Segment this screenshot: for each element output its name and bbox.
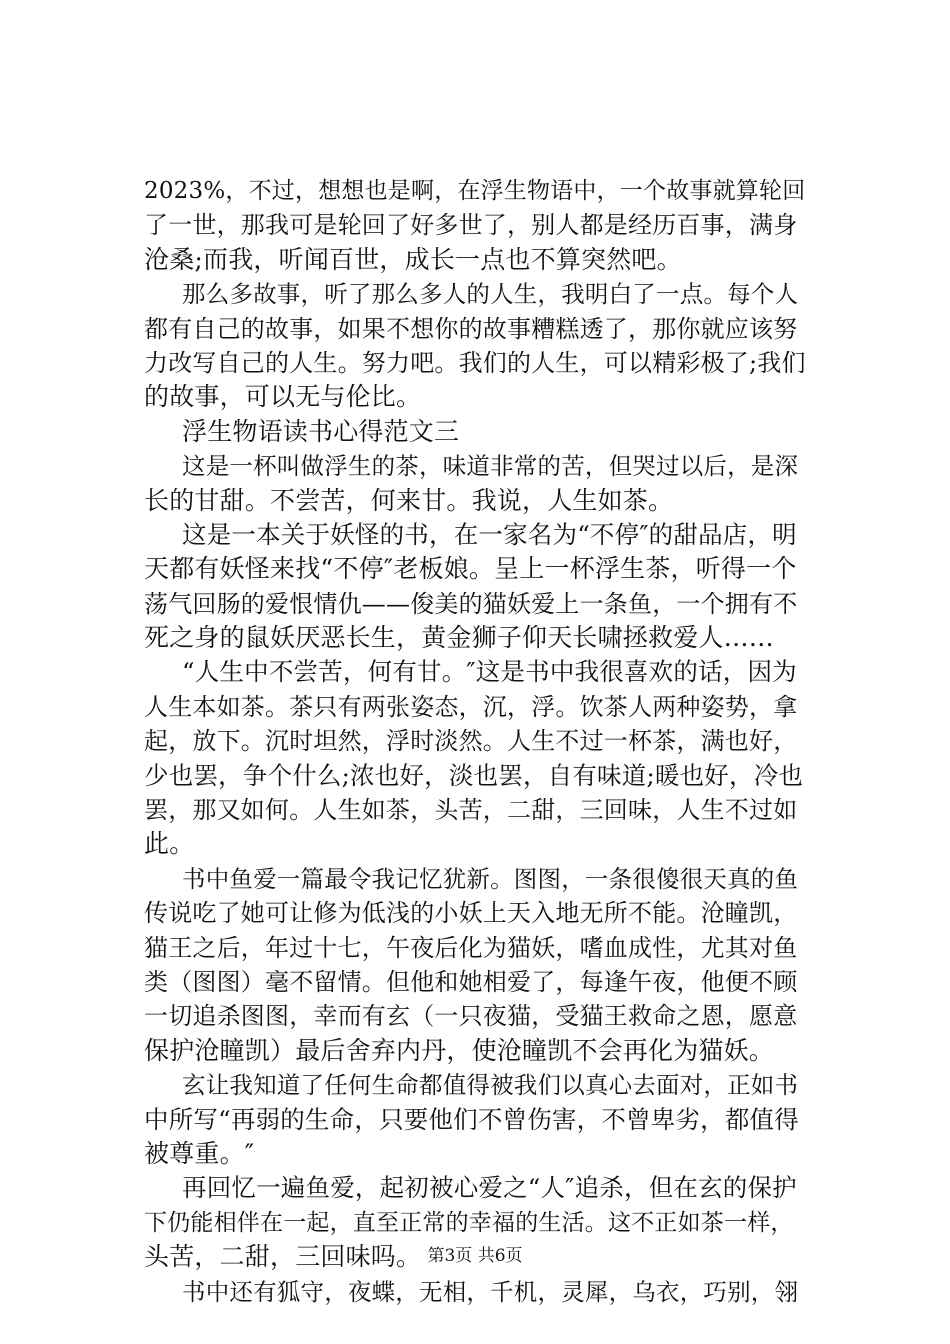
text-line: 长的甘甜。不尝苦，何来甘。我说，人生如茶。: [144, 485, 674, 515]
text-line: 力改写自己的人生。努力吧。我们的人生，可以精彩极了;我们: [144, 348, 806, 377]
text-line: 这是一本关于妖怪的书，在一家名为“不停″的甜品店，明: [182, 519, 797, 549]
text-line: 起，放下。沉时坦然，浮时淡然。人生不过一杯茶，满也好，: [144, 727, 798, 756]
text-line: 类（图图）毫不留情。但他和她相爱了，每逢午夜，他便不顾: [144, 967, 798, 996]
text-line: 玄让我知道了任何生命都值得被我们以真心去面对，正如书: [182, 1071, 799, 1100]
page-footer: [0, 1245, 950, 1267]
page-number-text: 第3页 共6页: [427, 1246, 523, 1266]
text-line: 此。: [144, 829, 195, 859]
text-line: 沧桑;而我，听闻百世，成长一点也不算突然吧。: [144, 244, 682, 274]
text-line: 一切追杀图图，幸而有玄（一只夜猫，受猫王救命之恩，愿意: [144, 1002, 798, 1031]
text-line: 人生本如茶。茶只有两张姿态，沉，浮。饮茶人两种姿势，拿: [144, 692, 798, 721]
text-line: 死之身的鼠妖厌恶长生，黄金狮子仰天长啸拯救爱人……: [144, 623, 775, 653]
text-line: 头苦，二甜，三回味吗。: [144, 1242, 422, 1272]
text-line: 书中鱼爱一篇最令我记忆犹新。图图，一条很傻很天真的鱼: [182, 864, 799, 893]
text-line: 书中还有狐守，夜蝶，无相，千机，灵犀，乌衣，巧别，翎: [182, 1277, 799, 1306]
document-body: [144, 174, 806, 1309]
text-line: 了一世，那我可是轮回了好多世了，别人都是经历百事，满身: [144, 211, 798, 240]
text-line: 猫王之后，年过十七，午夜后化为猫妖，嗜血成性，尤其对鱼: [144, 933, 798, 962]
text-line: 再回忆一遍鱼爱，起初被心爱之“人″追杀，但在玄的保护: [182, 1173, 797, 1203]
text-line: 这是一杯叫做浮生的茶，味道非常的苦，但哭过以后，是深: [182, 452, 799, 481]
text-line: 2023%，不过，想想也是啊，在浮生物语中，一个故事就算轮回: [144, 178, 806, 204]
text-line: 中所写“再弱的生命，只要他们不曾伤害，不曾卑劣，都值得: [144, 1104, 799, 1134]
text-line: 都有自己的故事，如果不想你的故事糟糕透了，那你就应该努: [144, 314, 798, 343]
text-line: 浮生物语读书心得范文三: [182, 416, 460, 446]
text-line: 荡气回肠的爱恨情仇——俊美的猫妖爱上一条鱼，一个拥有不: [144, 589, 798, 618]
text-line: 被尊重。″: [144, 1138, 255, 1168]
text-line: 天都有妖怪来找“不停″老板娘。呈上一杯浮生茶，听得一个: [144, 554, 797, 584]
text-line: 的故事，可以无与伦比。: [144, 382, 422, 412]
text-line: 下仍能相伴在一起，直至正常的幸福的生活。这不正如茶一样，: [144, 1209, 794, 1236]
text-line: 那么多故事，听了那么多人的人生，我明白了一点。每个人: [182, 280, 799, 309]
text-line: “人生中不尝苦，何有甘。″这是书中我很喜欢的话，因为: [182, 657, 797, 687]
text-line: 罢，那又如何。人生如茶，头苦，二甜，三回味，人生不过如: [144, 796, 798, 825]
text-line: 传说吃了她可让修为低浅的小妖上天入地无所不能。沧瞳凯，: [144, 899, 798, 928]
text-line: 保护沧瞳凯）最后舍弃内丹，使沧瞳凯不会再化为猫妖。: [144, 1035, 775, 1065]
text-line: 少也罢，争个什么;浓也好，淡也罢，自有味道;暖也好，冷也: [144, 760, 804, 790]
